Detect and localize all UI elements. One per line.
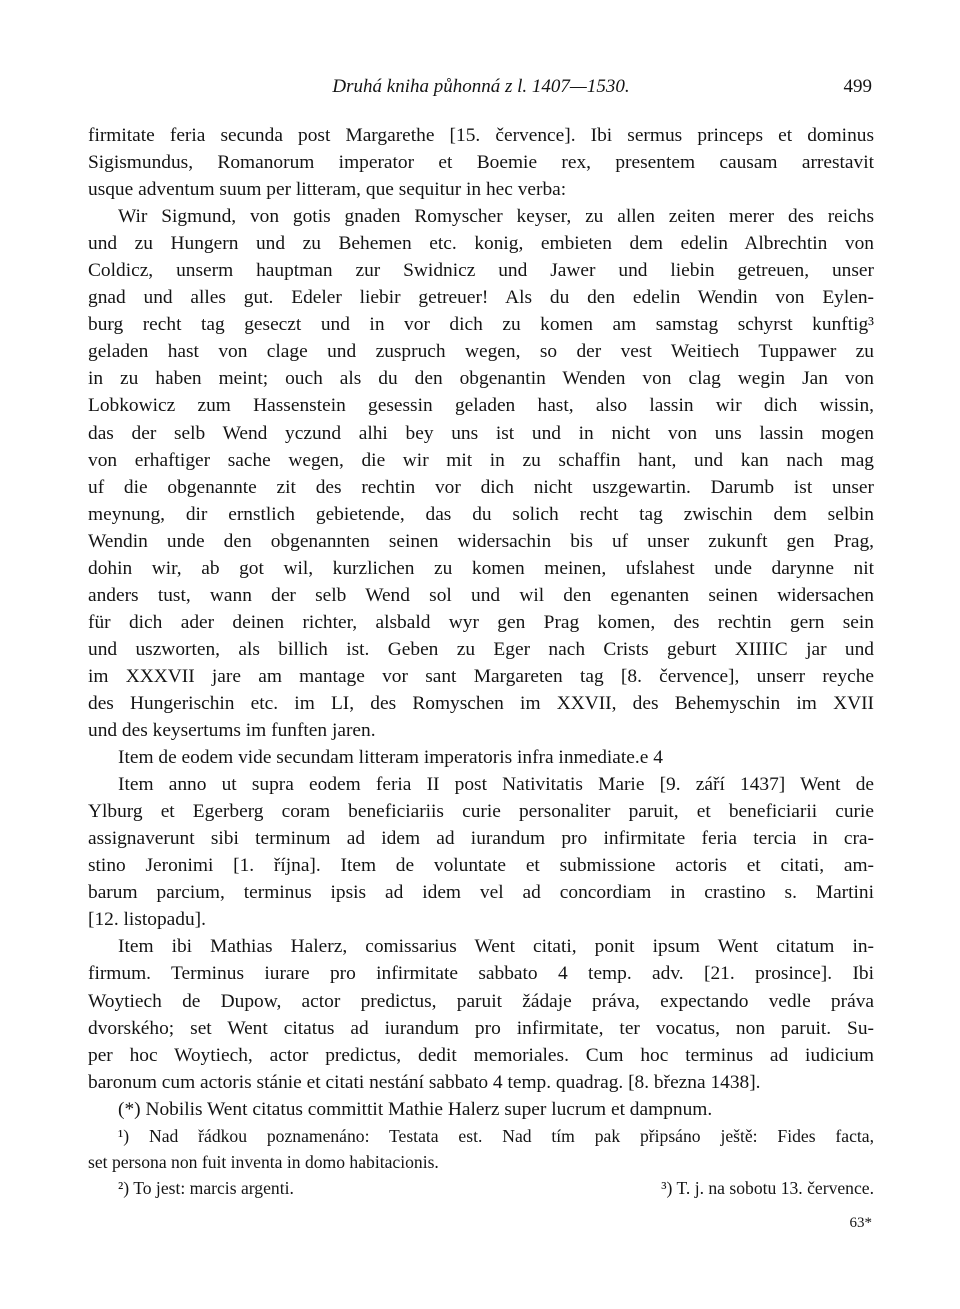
footnote-3: ³) T. j. na sobotu 13. července.	[661, 1177, 874, 1198]
text-line: Coldicz, unserm hauptman zur Swidnicz und Jawer und liebin getreuen, unser	[88, 260, 874, 282]
footnote-1: ¹) Nad řádkou poznamenáno: Testata est. Nad tím pak připsáno ještě: Fides facta,	[118, 1125, 874, 1146]
text-line: Wir Sigmund, von gotis gnaden Romyscher keyser, zu allen zeiten merer des reichs	[118, 206, 874, 228]
text-line: Ylburg et Egerberg coram beneficiariis curie personaliter paruit, et beneficiarii curie	[88, 801, 874, 823]
text-line: Lobkowicz zum Hassenstein gesessin geladen hast, also lassin wir dich wissin,	[88, 395, 874, 417]
text-line: gnad und alles gut. Edeler liebir getreuer! Als du den edelin Wendin von Eylen-	[88, 287, 874, 309]
printer-signature: 63*	[849, 1215, 872, 1231]
text-line: Item de eodem vide secundam litteram imperatoris infra inmediate.e 4	[118, 747, 663, 769]
text-line: von erhaftiger sache wegen, die wir mit in zu schaffin hant, und kan nach mag	[88, 449, 874, 471]
text-line: für dich ader deinen richter, alsbald wyr gen Prag komen, des rechtin gern sein	[88, 611, 874, 633]
text-line: meynung, dir ernstlich gebietende, das du solich recht tag zwischin dem selbin	[88, 503, 874, 525]
text-line: usque adventum suum per litteram, que sequitur in hec verba:	[88, 179, 567, 201]
footnote-row	[88, 1175, 874, 1202]
text-line: des Hungerischin etc. im LI, des Romyschen im XXVII, des Behemyschin im XVII	[88, 692, 874, 714]
running-title: Druhá kniha půhonná z l. 1407—1530.	[332, 76, 630, 97]
footnote-2: ²) To jest: marcis argenti.	[118, 1177, 294, 1198]
text-line: und zu Hungern und zu Behemen etc. konig, embieten dem edelin Albrechtin von	[88, 233, 874, 255]
text-line: Wendin unde den obgenannten seinen widersachin bis uf unser zukunft gen Prag,	[88, 530, 874, 552]
text-line: Item anno ut supra eodem feria II post Nativitatis Marie [9. září 1437] Went de	[118, 774, 874, 796]
text-line: uf die obgenannte zit des rechtin vor dich nicht uszgewartin. Darumb ist unser	[88, 476, 874, 498]
text-line: firmum. Terminus iurare pro infirmitate sabbato 4 temp. adv. [21. prosince]. Ibi	[88, 963, 874, 985]
text-line: geladen hast von clage und zuspruch wegen, so der vest Weitiech Tuppawer zu	[88, 341, 874, 363]
document-body	[88, 122, 874, 1202]
text-line: und uszworten, als billich ist. Geben zu Eger nach Crists geburt XIIIIC jar und	[88, 638, 874, 660]
text-line: und des keysertums im funften jaren.	[88, 720, 376, 742]
page-header	[88, 76, 874, 102]
text-line: (*) Nobilis Went citatus committit Mathie Halerz super lucrum et dampnum.	[118, 1098, 713, 1120]
text-line: per hoc Woytiech, actor predictus, dedit memoriales. Cum hoc terminus ad iudicium	[88, 1044, 874, 1066]
text-line: [12. listopadu].	[88, 909, 206, 931]
page-number: 499	[843, 76, 872, 97]
text-line: barum parcium, terminus ipsis ad idem vel ad concordiam in crastino s. Martini	[88, 882, 874, 904]
text-line: das der selb Wend yczund alhi bey uns ist und in nicht von uns lassin mogen	[88, 422, 874, 444]
text-line: in zu haben meint; ouch als du den obgenantin Wenden von clag wegin Jan von	[88, 368, 874, 390]
text-line: baronum cum actoris stánie et citati nestání sabbato 4 temp. quadrag. [8. března 1438].	[88, 1071, 761, 1093]
text-line: firmitate feria secunda post Margarethe [15. července]. Ibi sermus princeps et dominus	[88, 125, 874, 146]
text-line: stino Jeronimi [1. října]. Item de voluntate et submissione actoris et citati, am-	[88, 855, 874, 877]
text-line: burg recht tag geseczt und in vor dich zu komen am samstag schyrst kunftig³	[88, 314, 874, 336]
text-line: assignaverunt sibi terminum ad idem ad iurandum pro infirmitate feria tercia in cra-	[88, 828, 874, 850]
text-line: anders tust, wann der selb Wend sol und wil den egenanten seinen widersachen	[88, 584, 874, 606]
text-line: dvorského; set Went citatus ad iurandum pro infirmitate, ter vocatus, non paruit. Su-	[88, 1017, 874, 1039]
text-line: Item ibi Mathias Halerz, comissarius Went citati, ponit ipsum Went citatum in-	[118, 936, 874, 958]
text-line: dohin wir, ab got wil, kurzlichen zu komen meinen, ufslahest unde darynne nit	[88, 557, 874, 579]
footnote-1-continuation: set persona non fuit inventa in domo habitacionis.	[88, 1151, 439, 1172]
text-line: Sigismundus, Romanorum imperator et Boemie rex, presentem causam arrestavit	[88, 152, 874, 174]
text-line: Woytiech de Dupow, actor predictus, paruit žádaje práva, expectando vedle práva	[88, 990, 874, 1012]
text-line: im XXXVII jare am mantage vor sant Margareten tag [8. července], unserr reyche	[88, 665, 874, 687]
